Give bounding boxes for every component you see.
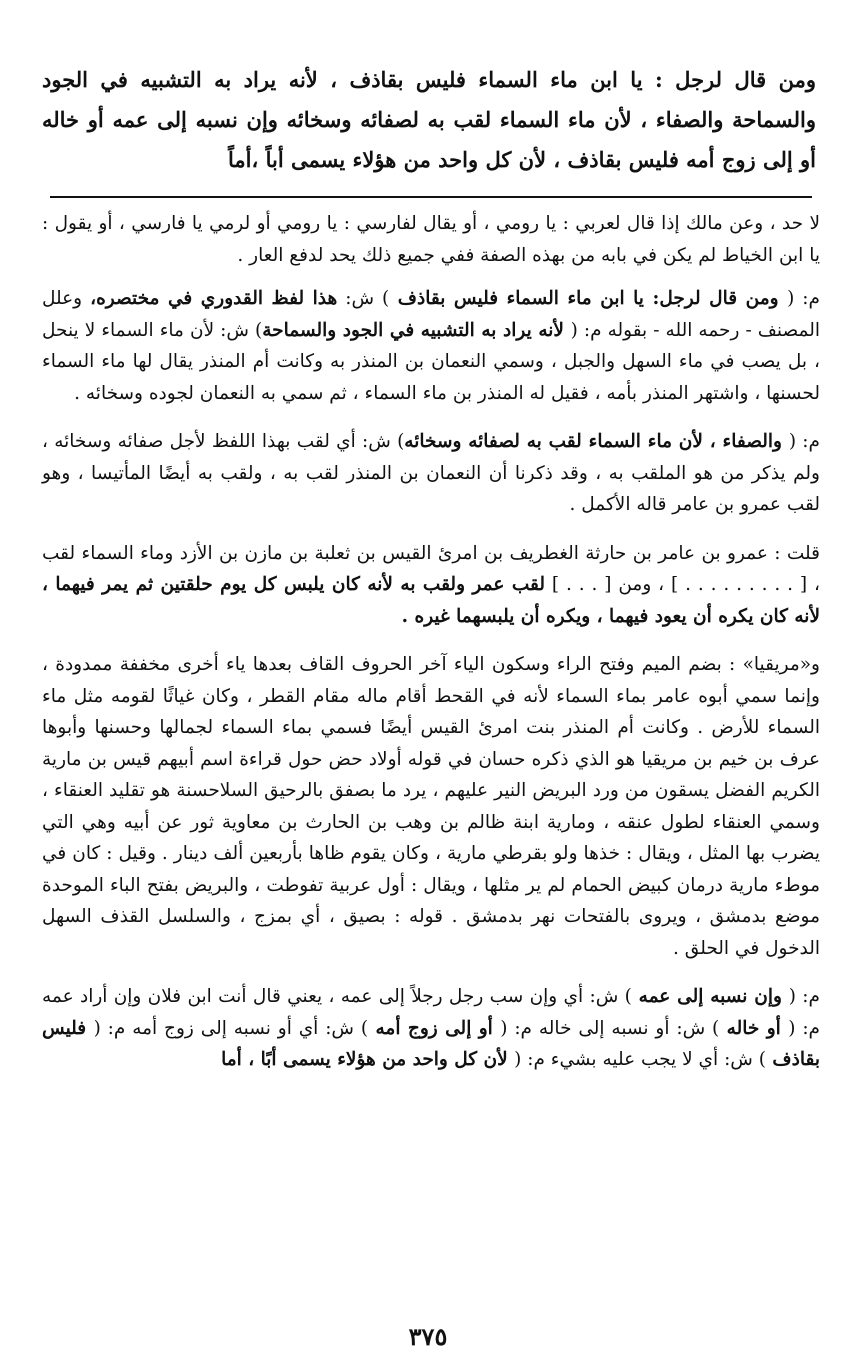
quoted-matn: أو إلى زوج أمه [368, 1017, 501, 1039]
commentary-text: أي لا يجب عليه بشيء م: ( [514, 1049, 719, 1070]
commentary-text: لا حد ، وعن مالك إذا قال لعربي : يا رومي ، أو يقال لفارسي : يا رومي أو لرمي يا فارسي ، أو يقول : يا ابن الخياط لم يكن في بابه من بهذه الصفة ففي جميع ذلك يحد لدفع العار . [42, 213, 820, 266]
commentary-text: لأن ماء السماء لا ينحل ، بل يصب في ماء السهل والجبل ، وسمي النعمان بن المنذر به وكانت أم المنذر يقال لها ماء السماء لحسنها ، واشتهر المنذر بأمه ، فقيل له المنذر بن ماء السماء ، ثم سمي به النعمان لجوده وسخائه . [42, 319, 820, 404]
commentary-text: و«مريقيا» : بضم الميم وفتح الراء وسكون الياء آخر الحروف القاف بعدها ياء أخرى مخففة ممدودة ، وإنما سمي أبوه عامر بماء السماء لأنه في القحط أقام ماله مقام القطر ، وكان غياثًا لقومه مثل ماء السماء للأرض . وكانت أم المنذر بنت امرئ القيس أيضًا فسمي بماء السماء لجمالها وحسنها وأبوها عرف بن خيم بن مريقيا هو الذي ذكره حسان في قوله أولاد حض حول قراءة اسم أبيهم قيس بن مارية الكريم الفضل يسقون من ورد البريض النير عليهم ، يرد ما بصفق بالرحيق السلاحسنة هو تقليد العنقاء ، وسمي العنقاء لطول عنقه ، ومارية ابنة ظالم بن وهب بن الحارث بن معاوية ثور عن أبيه وهي التي يضرب بها المثل ، ويقال : خذها ولو بقرطي مارية ، وكان يقوم ظاها بأربعين ألف دينار . وقيل : كان في موطء مارية درمان كبيض الحمام لم ير مثلها ، ويقال : أول عربية تفوطت ، والبريض بفتح الباء الموحدة موضع بدمشق ، ويروى بالفتحات نهر بدمشق . قوله : بصيق ، أي بمزج ، والسلسل القذف السهل الدخول في الحلق . [42, 654, 820, 959]
quoted-matn: لأنه يراد به التشبيه في الجود والسماحة [262, 319, 571, 341]
commentary-text: قلت : عمرو بن عامر بن حارثة الغطريف بن امرئ القيس بن ثعلبة بن مازن بن الأزد وماء السماء لقب ، [ . . . . . . . . . ] ، ومن [ . . . ] [42, 542, 820, 595]
commentary-paragraph [42, 981, 820, 1076]
main-text [42, 60, 816, 186]
main-text-segment: ومن قال لرجل : يا ابن ماء السماء فليس بقاذف ، [330, 67, 816, 92]
marker: ) ش: [214, 319, 263, 341]
quoted-matn: لأن كل واحد من هؤلاء يسمى أبًا ، أما [221, 1049, 515, 1070]
commentary-text: لقب عمر ولقب به لأنه كان يلبس كل يوم حلقتين ثم يمر فيهما ، لأنه كان يكره أن يعود فيهما ، ويكره أن يلبسهما غيره . [42, 574, 820, 627]
marker: ) ش: [337, 288, 390, 309]
commentary-paragraph [42, 208, 820, 271]
quoted-matn: والصفاء ، لأن ماء السماء لقب به لصفائه وسخائه [404, 431, 789, 452]
commentary [42, 208, 820, 1076]
commentary-paragraph [42, 649, 820, 964]
commentary-text: هذا لفظ القدوري في مختصره، [90, 288, 338, 309]
marker: ) ش: [718, 1049, 766, 1070]
commentary-paragraph [42, 538, 820, 633]
main-text-segment: لأنه يراد به التشبيه في الجود والسماحة والصفاء ، لأن ماء السماء لقب به لصفائه وسخائه وإن نسبه إلى عمه أو خاله أو إلى زوج أمه فليس بقاذف ، لأن كل واحد من هؤلاء يسمى أباً ،أماً [42, 67, 816, 172]
marker: ) ش: أو نسبه إلى خاله م: ( [500, 1017, 720, 1039]
marker: م: ( [787, 288, 820, 309]
quoted-matn: وإن نسبه إلى عمه [631, 986, 789, 1007]
commentary-paragraph [42, 426, 820, 521]
commentary-text: أي وإن سب رجل رجلاً إلى عمه ، يعني قال أنت ابن فلان وإن أراد عمه م: ( [42, 986, 820, 1039]
page-number: ٣٧٥ [408, 1322, 448, 1351]
marker: م: ( [788, 431, 820, 452]
quoted-matn: أو خاله [719, 1017, 789, 1039]
commentary-paragraph [42, 283, 820, 409]
marker: ) ش: [583, 986, 632, 1007]
marker: ) ش: [318, 1017, 369, 1039]
commentary-text: وعلل المصنف - رحمه الله - بقوله م: ( [42, 288, 820, 341]
separator-rule [50, 196, 812, 198]
commentary-text: أي أو نسبه إلى زوج أمه م: ( [93, 1017, 319, 1039]
marker: م: ( [788, 986, 820, 1007]
commentary-text: أي لقب بهذا اللفظ لأجل صفائه وسخائه ، ولم يذكر من هو الملقب به ، وقد ذكرنا أن النعمان بن المنذر لقب به ، ولقب به أيضًا المأتيسا ، وهو لقب عمرو بن عامر قاله الأكمل . [42, 431, 820, 515]
marker: ) ش: [355, 431, 405, 452]
quoted-matn: ومن قال لرجل: يا ابن ماء السماء فليس بقاذف [389, 288, 788, 309]
quoted-matn: فليس بقاذف [42, 1017, 820, 1070]
